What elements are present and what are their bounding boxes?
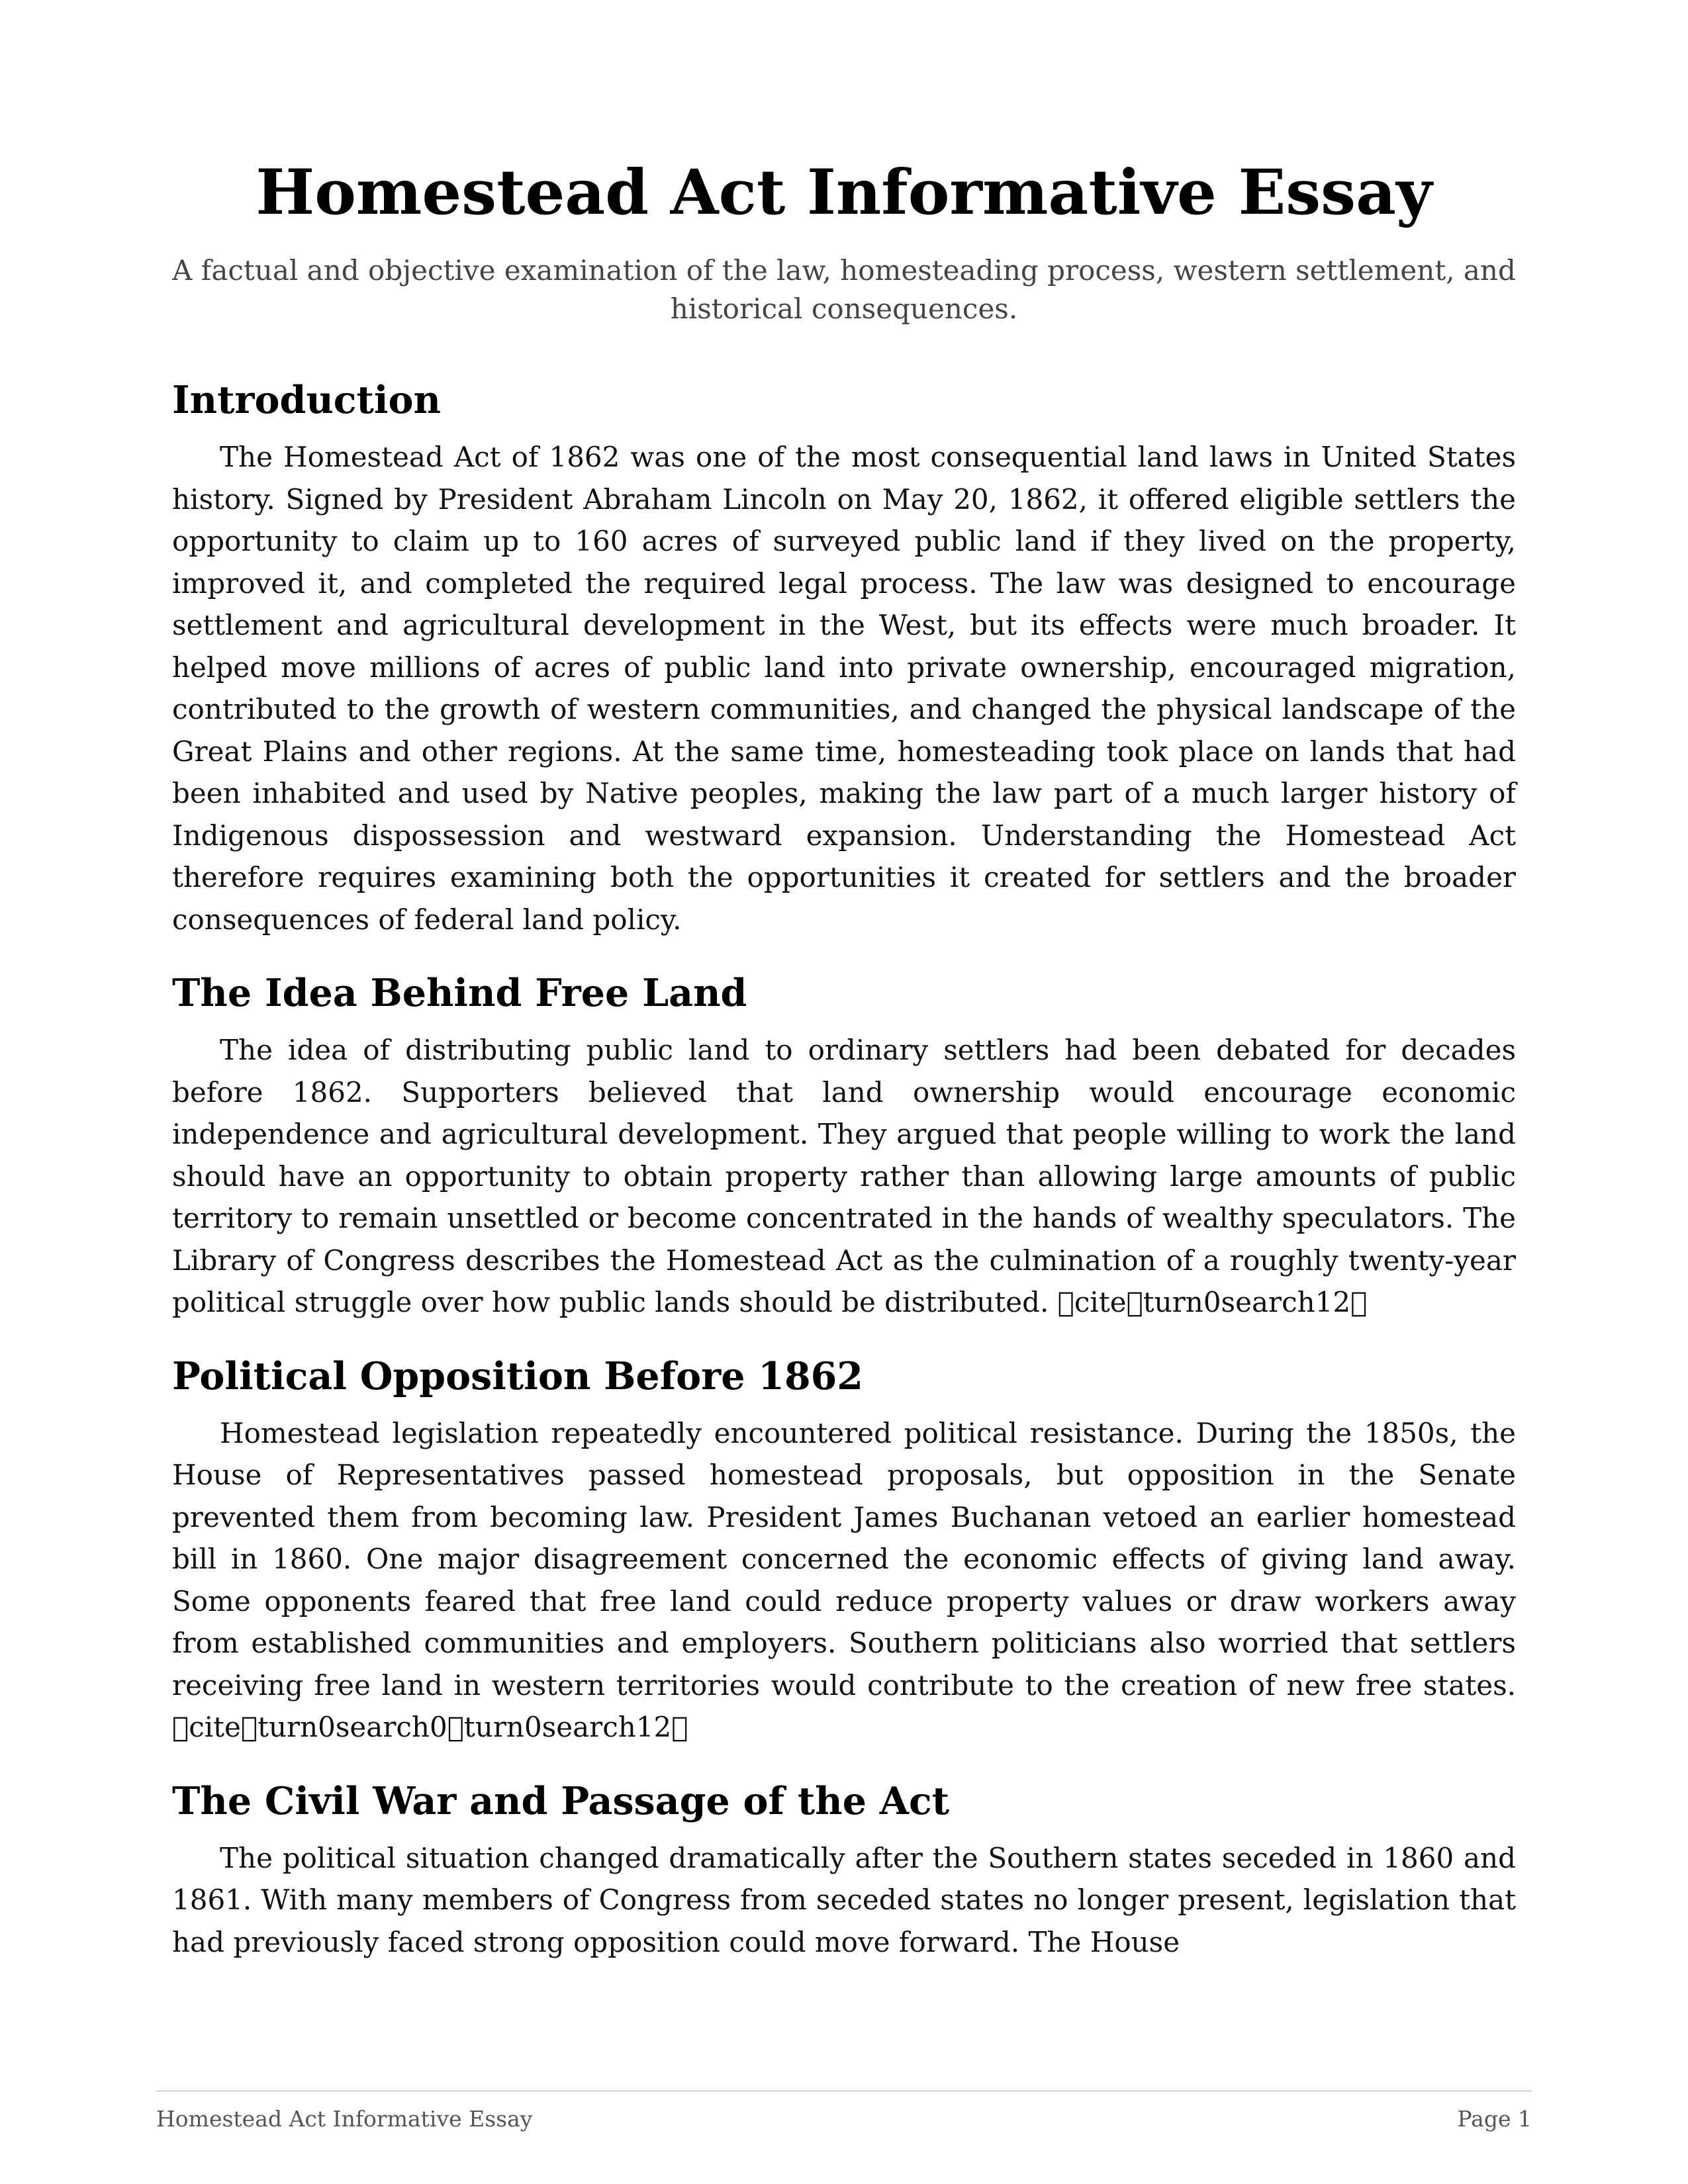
section-heading: Introduction: [172, 378, 441, 422]
section-paragraph: The idea of distributing public land to ordinary settlers had been debated for decades before 1862. Supporters believed that land ownership would encourage economic independence and agricultural development. They argued that people willing to work the land should have an opportunity to obtain property rather than allowing large amounts of public territory to remain unsettled or become concentrated in the hands of wealthy speculators. The Library of Congress describes the Homestead Act as the culmination of a roughly twenty-year political struggle over how public lands should be distributed. cite turn0search12: [172, 1034, 1516, 1318]
section-civil-war-passage: [172, 1775, 1516, 1964]
section-paragraph: The political situation changed dramatically after the Southern states seceded in 1860 and 1861. With many members of Congress from seceded states no longer present, legislation that had previously faced strong opposition could move forward. The House: [172, 1841, 1516, 1958]
section-heading: The Civil War and Passage of the Act: [172, 1778, 950, 1823]
section-introduction: [172, 374, 1516, 940]
footer-page-number: Page 1: [1457, 2106, 1532, 2132]
section-political-opposition: [172, 1350, 1516, 1749]
section-heading: The Idea Behind Free Land: [172, 971, 747, 1015]
section-heading: Political Opposition Before 1862: [172, 1353, 863, 1398]
footer-document-title: Homestead Act Informative Essay: [156, 2106, 533, 2132]
essay-body: [172, 374, 1516, 1989]
document-subtitle: A factual and objective examination of the law, homesteading process, western settlement, and historical consequences.: [172, 254, 1516, 325]
document-title: Homestead Act Informative Essay: [256, 156, 1432, 229]
section-idea-behind-free-land: [172, 967, 1516, 1324]
section-paragraph: The Homestead Act of 1862 was one of the most consequential land laws in United States history. Signed by President Abraham Lincoln on May 20, 1862, it offered eligible settlers the opportunity to claim up to 160 acres of surveyed public land if they lived on the property, improved it, and completed the required legal process. The law was designed to encourage settlement and agricultural development in the West, but its effects were much broader. It helped move millions of acres of public land into private ownership, encouraged migration, contributed to the growth of western communities, and changed the physical landscape of the Great Plains and other regions. At the same time, homesteading took place on lands that had been inhabited and used by Native peoples, making the law part of a much larger history of Indigenous dispossession and westward expansion. Understanding the Homestead Act therefore requires examining both the opportunities it created for settlers and the broader consequences of federal land policy.: [172, 441, 1516, 936]
section-paragraph: Homestead legislation repeatedly encountered political resistance. During the 1850s, the House of Representatives passed homestead proposals, but opposition in the Senate prevented them from becoming law. President James Buchanan vetoed an earlier homestead bill in 1860. One major disagreement concerned the economic effects of giving land away. Some opponents feared that free land could reduce property values or draw workers away from established communities and employers. Southern politicians also worried that settlers receiving free land in western territories would contribute to the creation of new free states. cite turn0search0 turn0search12: [172, 1416, 1516, 1743]
footer-divider: [156, 2090, 1532, 2092]
